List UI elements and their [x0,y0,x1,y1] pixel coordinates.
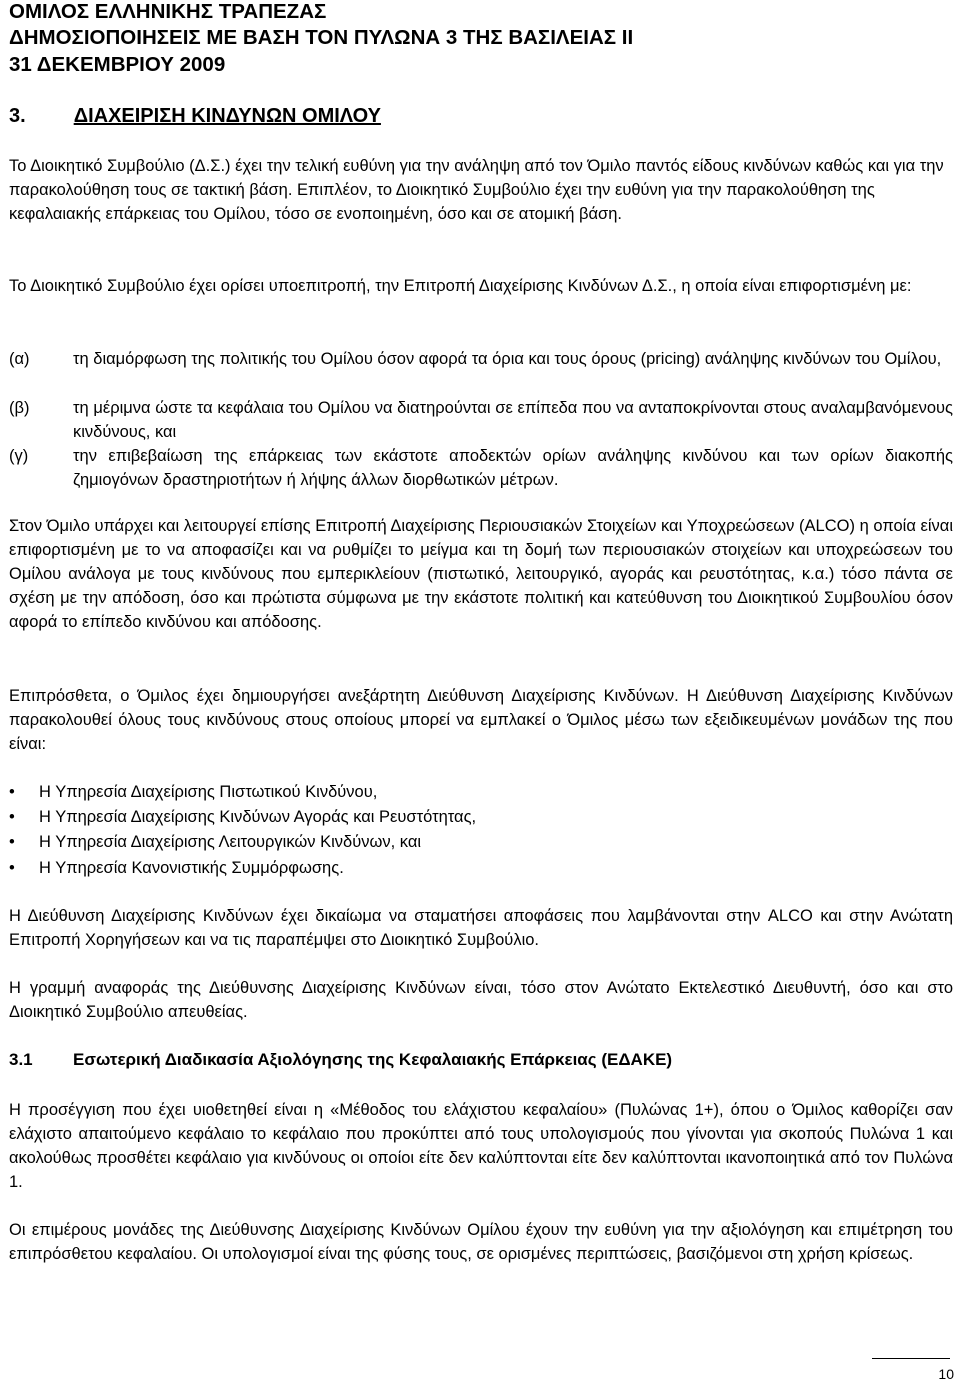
paragraph-risk-committee: Το Διοικητικό Συμβούλιο έχει ορίσει υποεπιτροπή, την Επιτροπή Διαχείρισης Κινδύνων Δ.Σ., η οποία είναι επιφορτισμένη με: [9,277,912,295]
paragraph-board-responsibility: Το Διοικητικό Συμβούλιο (Δ.Σ.) έχει την τελική ευθύνη για την ανάληψη από τον Όμιλο παντός είδους κινδύνων καθώς και για την παρακολούθηση τους σε τακτική βάση. Επιπλέον, το Διοικητικό Συμβούλιο έχει την ευθύνη για την παρακολούθηση της κεφαλαιακής επάρκειας του Ομίλου, τόσο σε ενοποιημένη, όσο και σε ατομική βάση. [9,157,944,223]
unit-name: Η Υπηρεσία Διαχείρισης Λειτουργικών Κινδύνων, και [39,833,422,851]
duty-text: τη διαμόρφωση της πολιτικής του Ομίλου όσον αφορά τα όρια και τους όρους (pricing) ανάληψης κινδύνων του Ομίλου, [73,350,942,368]
report-date: 31 ΔΕΚΕΜΒΡΙΟΥ 2009 [9,53,226,76]
bullet-icon: • [9,783,15,801]
subsection-title: Εσωτερική Διαδικασία Αξιολόγησης της Κεφαλαιακής Επάρκειας (ΕΔΑΚΕ) [73,1050,673,1069]
bullet-icon: • [9,833,15,851]
paragraph-risk-division: Επιπρόσθετα, ο Όμιλος έχει δημιουργήσει ανεξάρτητη Διεύθυνση Διαχείρισης Κινδύνων. Η Διεύθυνση Διαχείρισης Κινδύνων παρακολουθεί όλους τους κινδύνους στους οποίους μπορεί να εμπλακεί ο Όμιλος μέσω των εξειδικευμένων μονάδων της που είναι: [9,687,953,753]
section-title: ΔΙΑΧΕΙΡΙΣΗ ΚΙΝΔΥΝΩΝ ΟΜΙΛΟΥ [73,105,381,127]
paragraph-veto-right: Η Διεύθυνση Διαχείρισης Κινδύνων έχει δικαίωμα να σταματήσει αποφάσεις που λαμβάνονται στην ALCO και στην Ανώτατη Επιτροπή Χορηγήσεων και να τις παραπέμψει στο Διοικητικό Συμβούλιο. [9,907,953,949]
paragraph-alco: Στον Όμιλο υπάρχει και λειτουργεί επίσης Επιτροπή Διαχείρισης Περιουσιακών Στοιχείων και Υποχρεώσεων (ALCO) η οποία είναι επιφορτισμένη με το να αποφασίζει και να ρυθμίζει το μείγμα και τη δομή των περιουσιακών στοιχείων και υποχρεώσεων του Ομίλου ανάλογα με τους κινδύνους που εμπερικλείουν (πιστωτικό, λειτουργικό, αγοράς και ρευστότητας, κ.α.) τόσο πάντα σε σχέση με την απόδοση, όσο και πρώτιστα σύμφωνα με την εκάστοτε πολιτική και κατεύθυνση του Διοικητικού Συμβουλίου όσον αφορά το επίπεδο κινδύνου και απόδοσης. [9,517,953,631]
bullet-icon: • [9,808,15,826]
unit-name: Η Υπηρεσία Διαχείρισης Κινδύνων Αγοράς και Ρευστότητας, [39,808,477,826]
bullet-icon: • [9,859,15,877]
unit-name: Η Υπηρεσία Διαχείρισης Πιστωτικού Κινδύνου, [39,783,378,801]
footer-rule [872,1358,950,1359]
bank-group-title: ΟΜΙΛΟΣ ΕΛΛΗΝΙΚΗΣ ΤΡΑΠΕΖΑΣ [9,0,327,23]
paragraph-approach: Η προσέγγιση που έχει υιοθετηθεί είναι η «Μέθοδος του ελάχιστου κεφαλαίου» (Πυλώνας 1+), όπου ο Όμιλος καθορίζει σαν ελάχιστο απαιτούμενο κεφάλαιο το κεφάλαιο που προκύπτει από τους υπολογισμούς που γίνονται για σκοπούς Πυλώνα 1 και ακολούθως προσθέτει κεφάλαιο για κινδύνους οι οποίοι είτε δεν καλύπτονται είτε δεν καλύπτονται ικανοποιητικά από τον Πυλώνα 1. [9,1101,953,1191]
duty-text: την επιβεβαίωση της επάρκειας των εκάστοτε αποδεκτών ορίων ανάληψης κινδύνου και των ορίων διακοπής ζημιογόνων δραστηριοτήτων ή λήψης άλλων διορθωτικών μέτρων. [73,447,953,489]
duty-label: (γ) [9,447,29,465]
duty-text: τη μέριμνα ώστε τα κεφάλαια του Ομίλου να διατηρούνται σε επίπεδα που να ανταποκρίνονται στους αναλαμβανόμενους κινδύνους, και [73,399,953,441]
page-number: 10 [938,1366,954,1382]
section-number: 3. [9,105,26,127]
duty-label: (β) [9,399,30,417]
subsection-number: 3.1 [9,1050,33,1069]
paragraph-reporting-line: Η γραμμή αναφοράς της Διεύθυνσης Διαχείρισης Κινδύνων είναι, τόσο στον Ανώτατο Εκτελεστικό Διευθυντή, όσο και στο Διοικητικό Συμβούλιο απευθείας. [9,979,953,1021]
disclosure-title: ΔΗΜΟΣΙΟΠΟΙΗΣΕΙΣ ΜΕ ΒΑΣΗ ΤΟΝ ΠΥΛΩΝΑ 3 ΤΗΣ ΒΑΣΙΛΕΙΑΣ ΙΙ [9,26,634,49]
paragraph-units-responsibility: Οι επιμέρους μονάδες της Διεύθυνσης Διαχείρισης Κινδύνων Ομίλου έχουν την ευθύνη για την αξιολόγηση και επιμέτρηση του επιπρόσθετου κεφαλαίου. Οι υπολογισμοί είναι της φύσης τους, σε ορισμένες περιπτώσεις, βασιζόμενοι στη χρήση κρίσεως. [9,1221,953,1263]
unit-name: Η Υπηρεσία Κανονιστικής Συμμόρφωσης. [39,859,344,877]
section-heading [9,104,381,128]
duty-label: (α) [9,350,30,368]
